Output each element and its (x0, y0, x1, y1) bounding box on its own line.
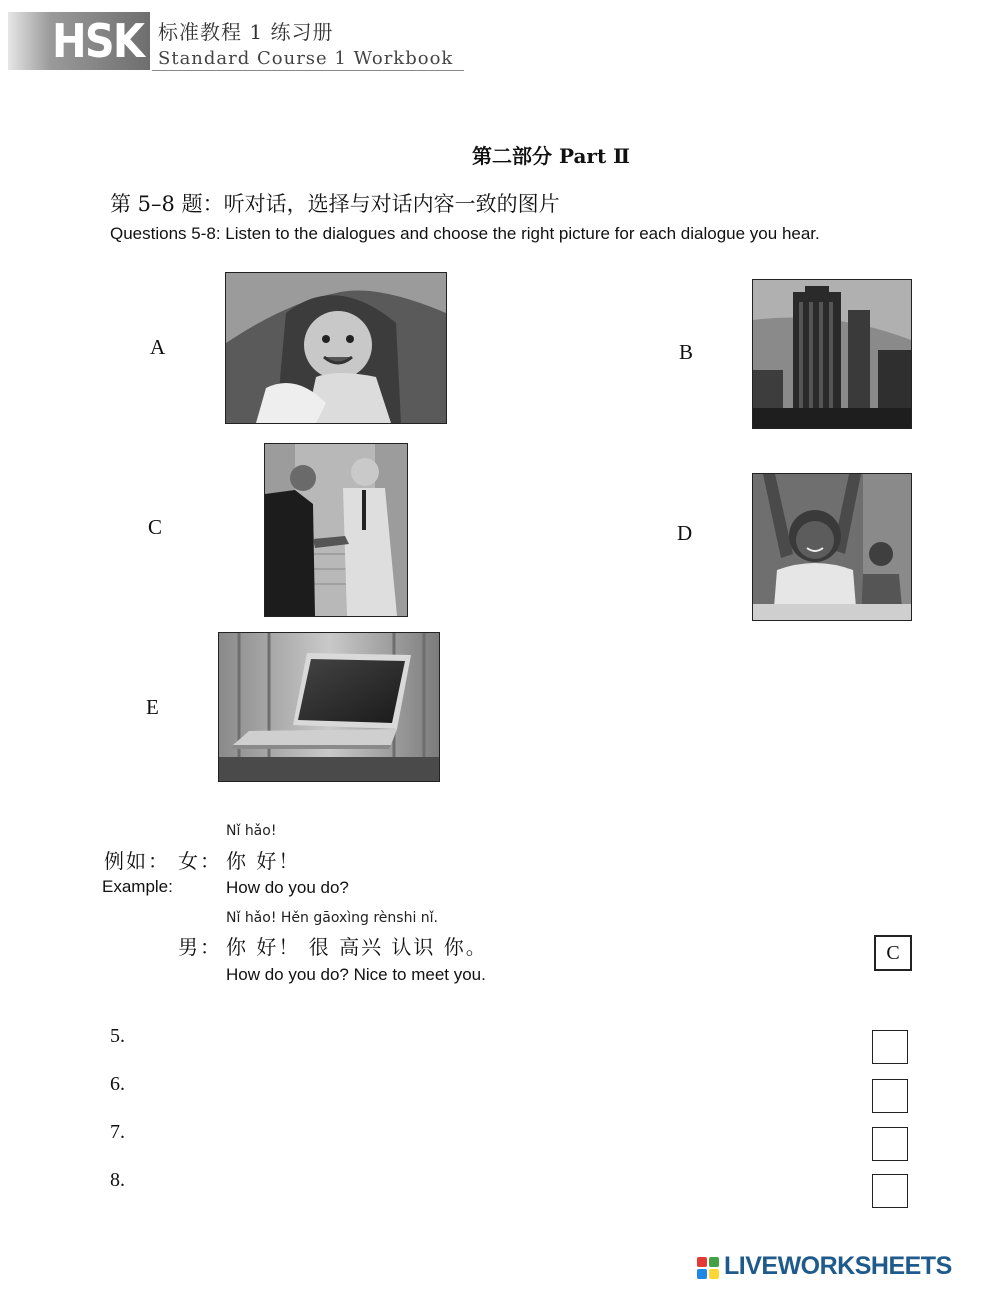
liveworksheets-logo-icon (697, 1257, 719, 1279)
answer-box-5[interactable] (872, 1030, 908, 1064)
picture-letter-c: C (148, 515, 163, 539)
example-speaker1-cn: 你 好！ (226, 849, 301, 873)
example-speaker2-en: How do you do? Nice to meet you. (226, 965, 486, 984)
example-speaker1-en: How do you do? (226, 878, 349, 897)
example-speaker1: 女： (178, 849, 222, 873)
picture-letter-b: B (679, 340, 694, 364)
skyscraper-photo (752, 279, 912, 429)
example-speaker1-pinyin: Nǐ hǎo! (226, 823, 277, 839)
answer-box-7[interactable] (872, 1127, 908, 1161)
answer-box-6[interactable] (872, 1079, 908, 1113)
smiling-baby-photo (225, 272, 447, 424)
question-number-7: 7. (110, 1121, 125, 1143)
question-number-8: 8. (110, 1169, 125, 1191)
example-label-en: Example: (102, 877, 173, 896)
book-title-en: Standard Course 1 Workbook (158, 48, 454, 69)
girl-raising-hand-photo (752, 473, 912, 621)
answer-box-8[interactable] (872, 1174, 908, 1208)
example-speaker2-pinyin: Nǐ hǎo! Hěn gāoxìng rènshi nǐ. (226, 910, 438, 926)
question-number-5: 5. (110, 1025, 125, 1047)
example-label-cn: 例如： (104, 849, 170, 873)
hsk-badge: HSK (52, 14, 144, 68)
example-answer-box: C (874, 935, 912, 971)
book-title-cn: 标准教程 1 练习册 (158, 20, 334, 44)
picture-letter-a: A (150, 335, 166, 359)
liveworksheets-wordmark[interactable]: LIVEWORKSHEETS (724, 1252, 952, 1280)
example-speaker2-cn: 你 好！ 很 高兴 认识 你。 (226, 935, 488, 959)
section-title: 第二部分 Part Ⅱ (472, 144, 631, 168)
handshake-photo (264, 443, 408, 617)
instruction-cn: 第 5–8 题：听对话，选择与对话内容一致的图片 (110, 192, 560, 216)
picture-letter-d: D (677, 521, 693, 545)
laptop-photo (218, 632, 440, 782)
picture-letter-e: E (146, 695, 159, 719)
question-number-6: 6. (110, 1073, 125, 1095)
header-divider (152, 70, 464, 71)
example-speaker2: 男： (178, 935, 222, 959)
instruction-en: Questions 5-8: Listen to the dialogues and choose the right picture for each dialogue you hear. (110, 224, 820, 243)
